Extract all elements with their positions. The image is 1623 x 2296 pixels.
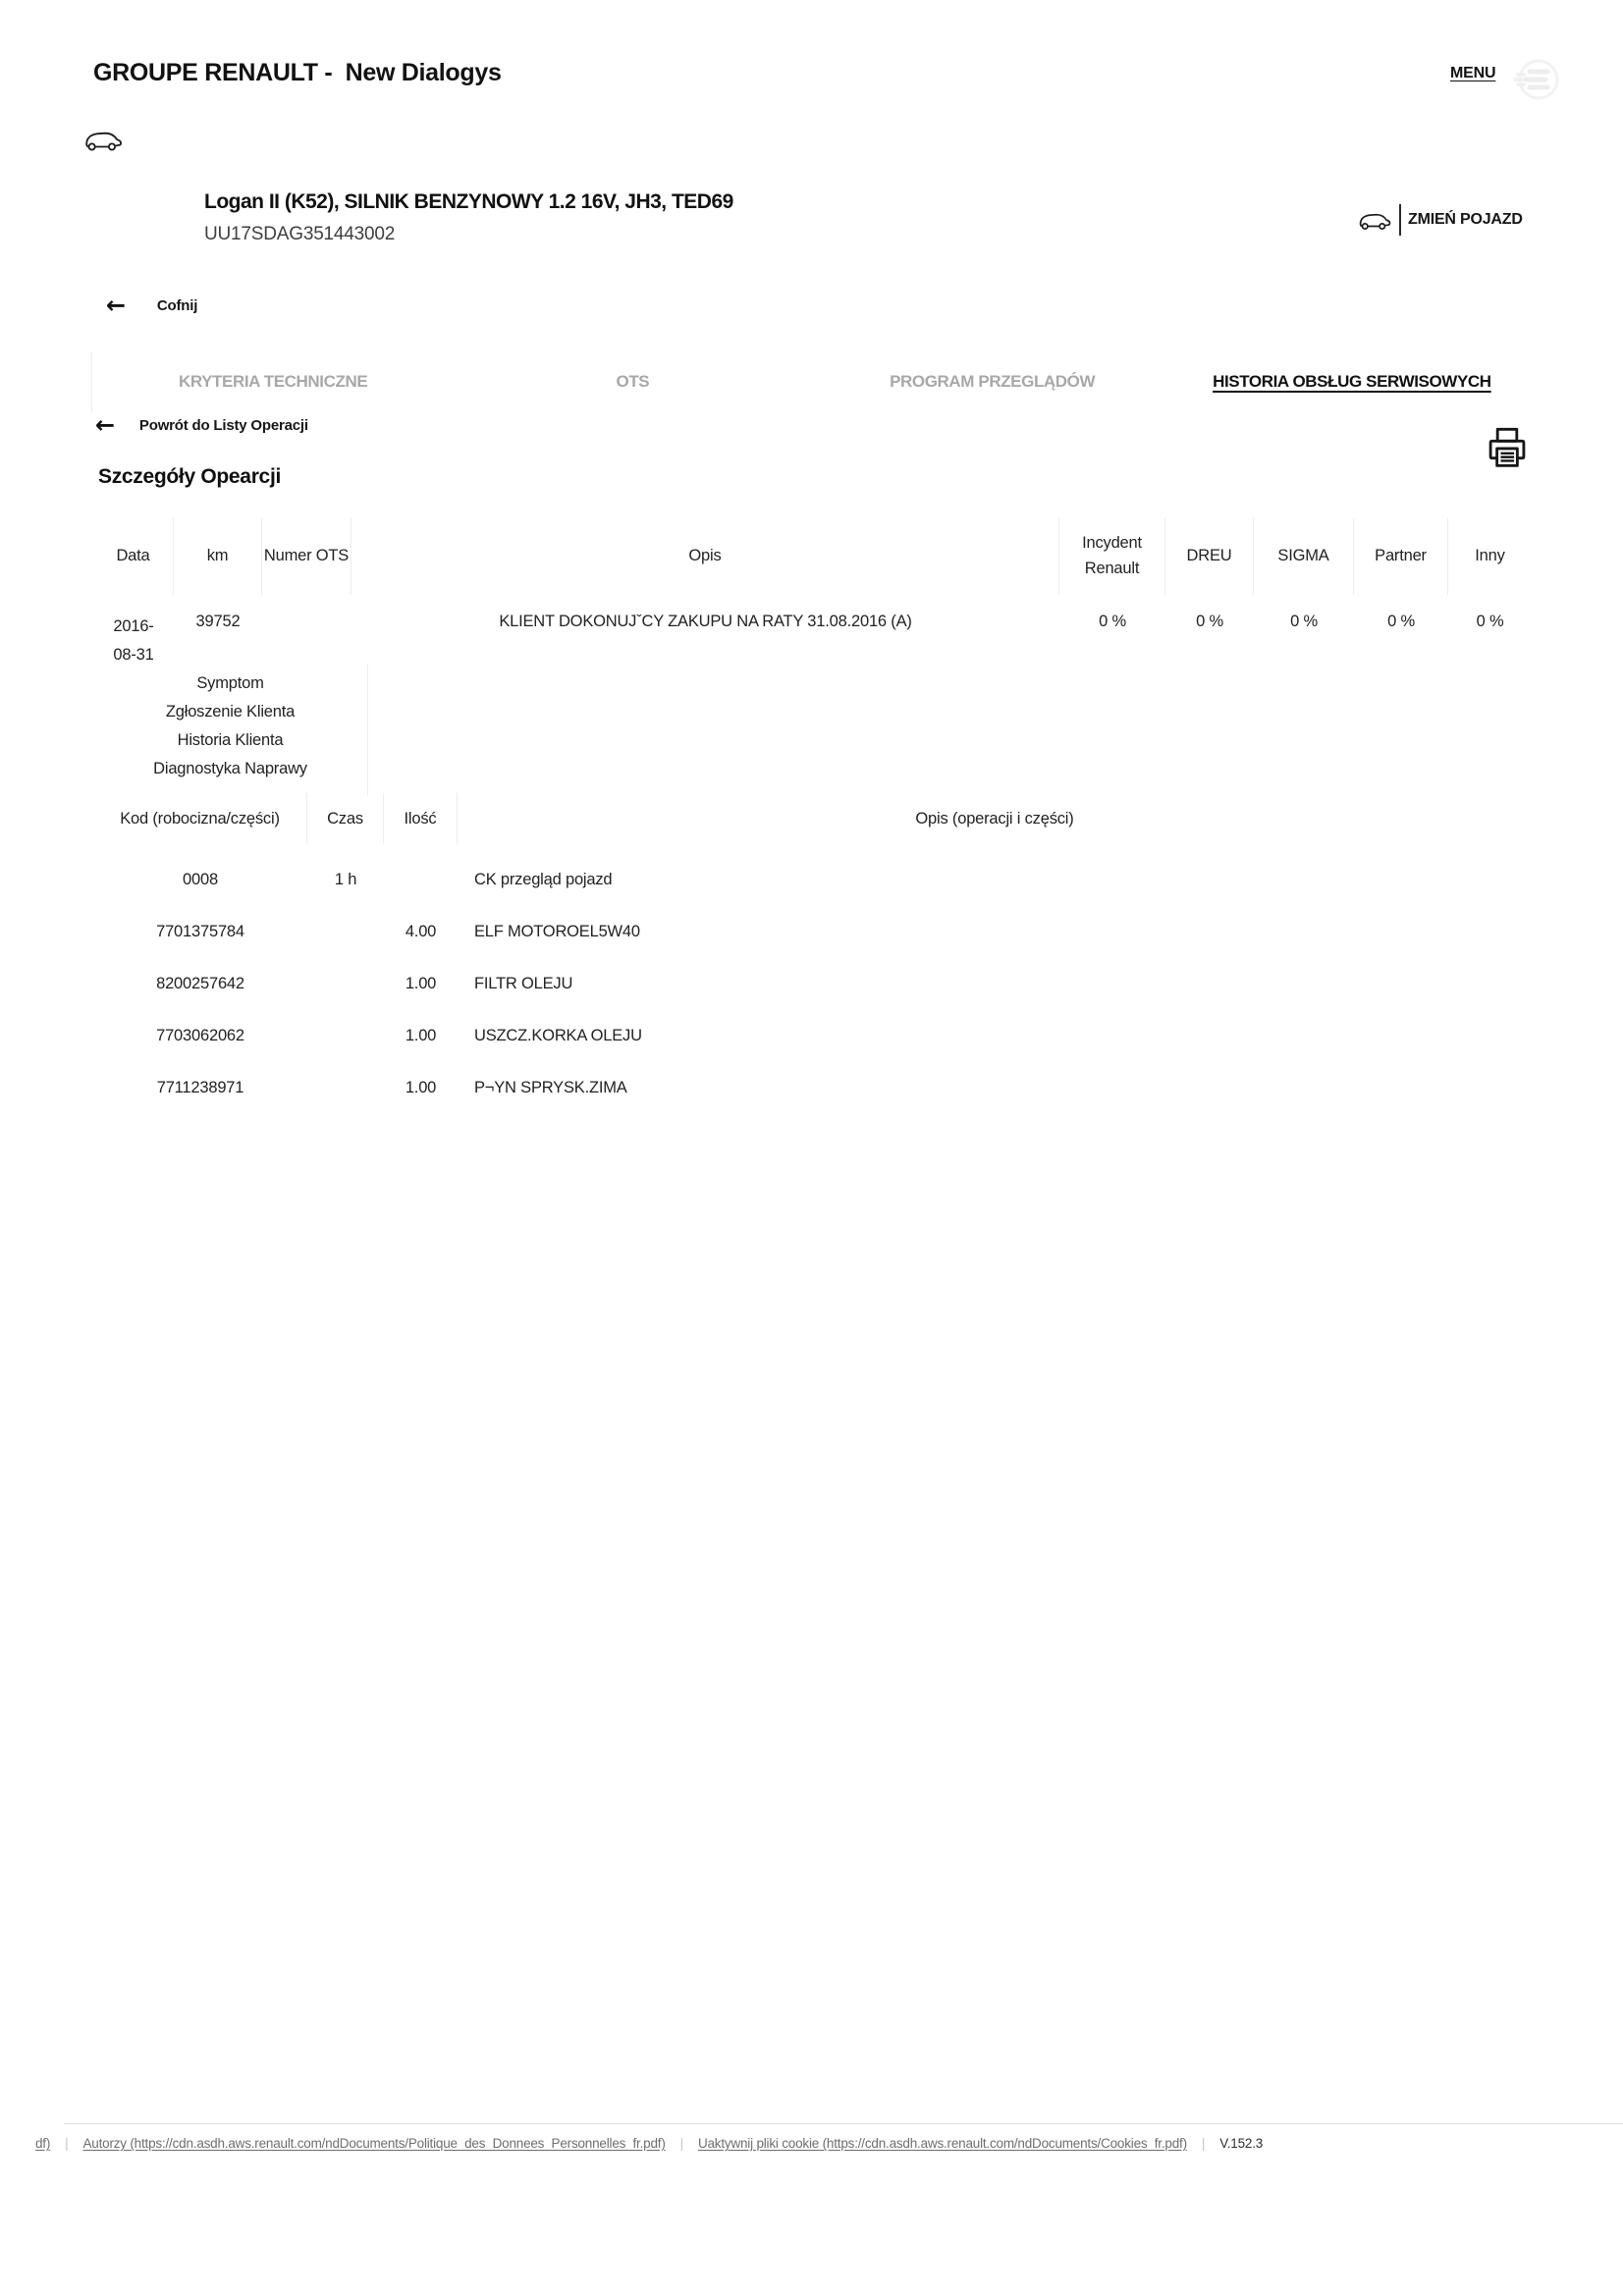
col-header-kod: Kod (robocizna/części) [93,793,307,844]
col-header-km: km [174,518,262,595]
vehicle-car-icon [82,126,124,154]
tab-ots[interactable]: OTS [616,372,650,391]
change-vehicle-divider [1399,204,1401,236]
tab-historia-obslug-serwisowych[interactable]: HISTORIA OBSŁUG SERWISOWYCH [1213,372,1491,391]
operation-table-header [93,518,1532,595]
cell-numer-ots [262,603,352,669]
back-button[interactable] [106,292,198,319]
operation-section-links [93,664,368,795]
cell-ilosc: 1.00 [405,975,437,992]
parts-table-header [93,793,1532,844]
parts-table-rows [93,854,1532,1114]
link-historia-klienta[interactable]: Historia Klienta [177,731,284,749]
back-arrow-icon: ← [95,411,115,439]
table-row [93,854,1532,906]
table-row [93,1010,1532,1062]
cell-dreu: 0 % [1196,613,1223,630]
cell-ilosc: 1.00 [405,1027,437,1044]
vehicle-title: Logan II (K52), SILNIK BENZYNOWY 1.2 16V, JH3, TED69 [204,190,733,213]
page-title: Szczegóły Opearcji [98,465,282,488]
parts-table [93,793,1532,1114]
col-header-opis: Opis [352,518,1059,595]
footer-separator: | [65,2136,69,2151]
vehicle-vin: UU17SDAG351443002 [204,224,396,244]
cell-data: 2016-08-31 [113,617,154,664]
tab-kryteria-techniczne[interactable]: KRYTERIA TECHNICZNE [178,372,368,391]
footer-link-cookies[interactable]: Uaktywnij pliki cookie (https://cdn.asdh.aws.renault.com/ndDocuments/Cookies_fr.pdf) [697,2136,1187,2151]
cell-kod: 0008 [183,871,218,888]
col-header-sigma: SIGMA [1254,518,1354,595]
cell-incydent-renault: 0 % [1099,613,1126,630]
cell-partner: 0 % [1387,613,1415,630]
operation-table [93,518,1532,669]
link-diagnostyka-naprawy[interactable]: Diagnostyka Naprawy [153,760,307,777]
change-vehicle-button[interactable] [1357,204,1523,236]
footer [35,2136,1606,2151]
col-header-ilosc: Ilość [384,793,458,844]
cell-kod: 8200257642 [156,975,244,992]
tab-program-przegladow[interactable]: PROGRAM PRZEGLĄDÓW [890,372,1096,391]
cell-opis: FILTR OLEJU [474,975,573,992]
link-zgloszenie-klienta[interactable]: Zgłoszenie Klienta [165,703,296,721]
cell-opis: KLIENT DOKONUJˇCY ZAKUPU NA RATY 31.08.2016 (A) [499,613,912,630]
col-header-inny: Inny [1475,547,1505,565]
link-symptom[interactable]: Symptom [196,674,264,692]
cell-ilosc: 1.00 [405,1079,437,1096]
table-row [93,958,1532,1010]
cell-km: 39752 [195,613,241,630]
change-vehicle-label: ZMIEŃ POJAZD [1408,211,1523,228]
cell-opis: CK przegląd pojazd [474,871,613,888]
cell-kod: 7701375784 [156,923,244,940]
back-to-operations-list-button[interactable] [95,411,308,439]
footer-version: V.152.3 [1219,2136,1264,2151]
col-header-opis-czesci: Opis (operacji i części) [915,809,1074,828]
hamburger-menu-icon[interactable] [1510,54,1561,105]
footer-separator: | [679,2136,683,2151]
app-title: GROUPE RENAULT - New Dialogys [93,59,502,86]
cell-sigma: 0 % [1290,613,1318,630]
operation-row [93,603,1532,669]
cell-kod: 7703062062 [156,1027,244,1044]
tab-strip-edge [91,351,92,412]
col-header-partner: Partner [1354,518,1448,595]
col-header-dreu: DREU [1165,518,1254,595]
footer-link-autorzy[interactable]: Autorzy (https://cdn.asdh.aws.renault.com/ndDocuments/Politique_des_Donnees_Personnelles_fr.pdf) [82,2136,666,2151]
cell-opis: ELF MOTOROEL5W40 [474,923,640,940]
table-row [93,1062,1532,1114]
footer-divider [64,2123,1623,2124]
menu-link[interactable]: MENU [1450,65,1496,81]
col-header-incydent-renault: Incydent Renault [1059,518,1165,595]
cell-opis: P¬YN SPRYSK.ZIMA [474,1079,627,1096]
cell-opis: USZCZ.KORKA OLEJU [474,1027,642,1044]
table-row [93,906,1532,958]
footer-truncated-link[interactable]: df) [35,2136,51,2151]
tab-bar [93,353,1532,410]
cell-czas: 1 h [334,871,357,888]
back-label: Cofnij [156,296,198,314]
change-vehicle-car-icon [1357,208,1392,233]
print-icon[interactable] [1486,426,1529,473]
cell-kod: 7711238971 [156,1079,244,1096]
col-header-numer-ots: Numer OTS [262,518,352,595]
col-header-czas: Czas [307,793,384,844]
cell-ilosc: 4.00 [405,923,437,940]
back-arrow-icon: ← [106,292,126,319]
back-to-operations-list-label: Powrót do Listy Operacji [138,416,308,434]
col-header-data: Data [93,518,174,595]
footer-separator: | [1201,2136,1206,2151]
cell-inny: 0 % [1476,613,1504,630]
